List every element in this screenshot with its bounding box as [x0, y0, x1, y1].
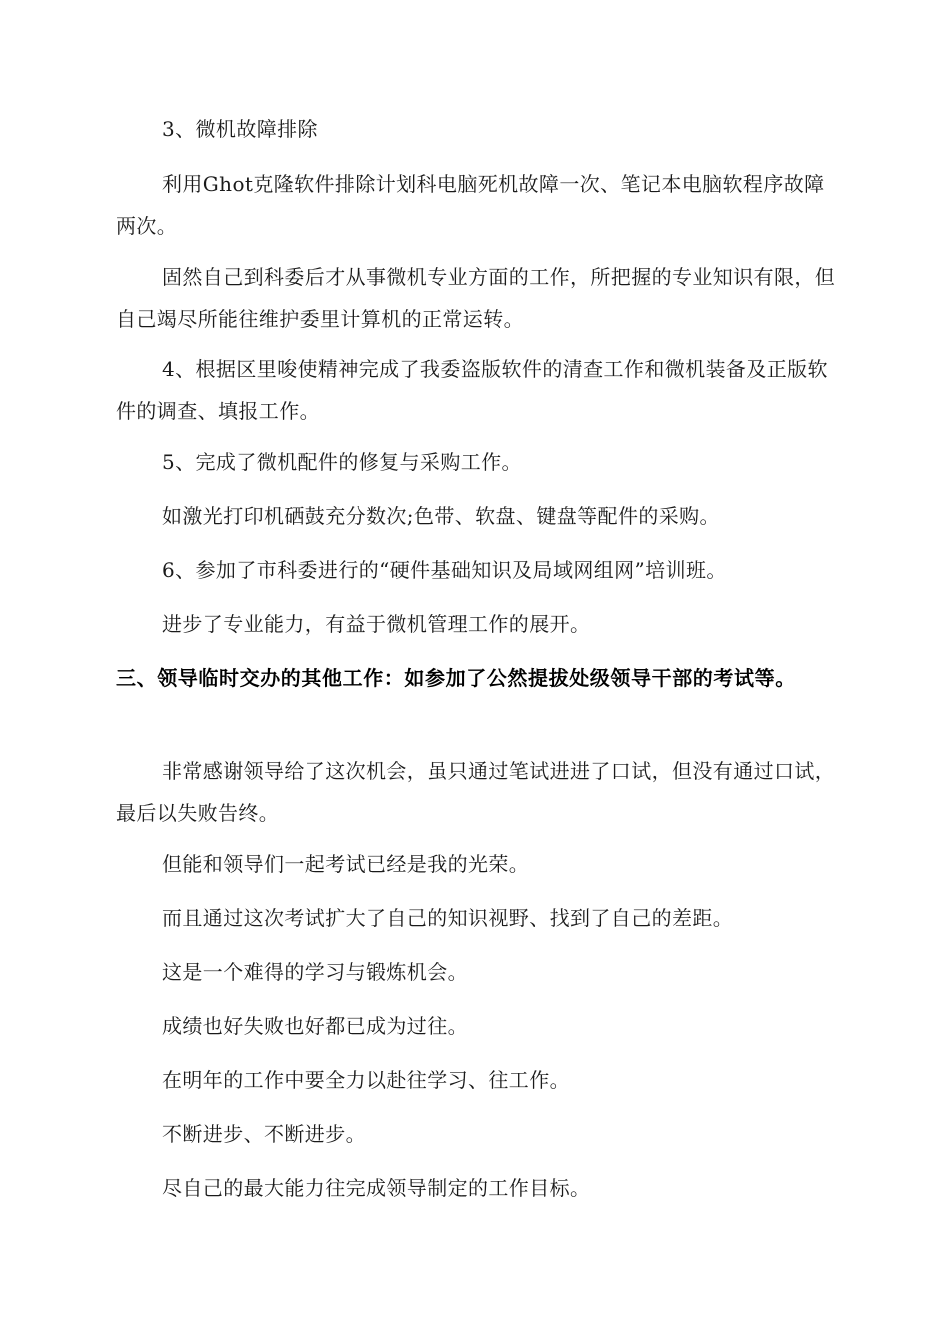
paragraph-parts-repair: 5、完成了微机配件的修复与采购工作。 [162, 450, 522, 474]
section-heading-other-work: 三、领导临时交办的其他工作：如参加了公然提拔处级领导干部的考试等。 [116, 666, 796, 690]
paragraph-training-class: 6、参加了市科委进行的“硬件基础知识及局域网组网”培训班。 [162, 558, 727, 582]
paragraph-ability-improved: 进步了专业能力，有益于微机管理工作的展开。 [162, 612, 591, 636]
paragraph-parts-purchase: 如激光打印机硒鼓充分数次;色带、软盘、键盘等配件的采购。 [162, 504, 720, 528]
paragraph-maintenance-effort: 固然自己到科委后才从事微机专业方面的工作，所把握的专业知识有限，但自己竭尽所能往维护委里计算机的正常运转。 [116, 265, 836, 331]
paragraph-learning-opportunity: 这是一个难得的学习与锻炼机会。 [162, 960, 468, 984]
paragraph-exam-honor: 但能和领导们一起考试已经是我的光荣。 [162, 852, 530, 876]
paragraph-software-audit: 4、根据区里唆使精神完成了我委盗版软件的清查工作和微机装备及正版软件的调查、填报工作。 [116, 357, 828, 423]
paragraph-keep-improving: 不断进步、不断进步。 [162, 1122, 366, 1146]
paragraph-ghost-clone-repair: 利用Ghot克隆软件排除计划科电脑死机故障一次、笔记本电脑软程序故障两次。 [116, 172, 825, 238]
paragraph-results-past: 成绩也好失败也好都已成为过往。 [162, 1014, 468, 1038]
paragraph-microcomputer-troubleshooting-title: 3、微机故障排除 [162, 117, 318, 141]
paragraph-next-year-effort: 在明年的工作中要全力以赴往学习、往工作。 [162, 1068, 570, 1092]
paragraph-exam-gratitude: 非常感谢领导给了这次机会，虽只通过笔试进进了口试，但没有通过口试，最后以失败告终。 [116, 759, 836, 825]
paragraph-work-goals: 尽自己的最大能力往完成领导制定的工作目标。 [162, 1176, 591, 1200]
paragraph-exam-broadened-vision: 而且通过这次考试扩大了自己的知识视野、找到了自己的差距。 [162, 906, 734, 930]
